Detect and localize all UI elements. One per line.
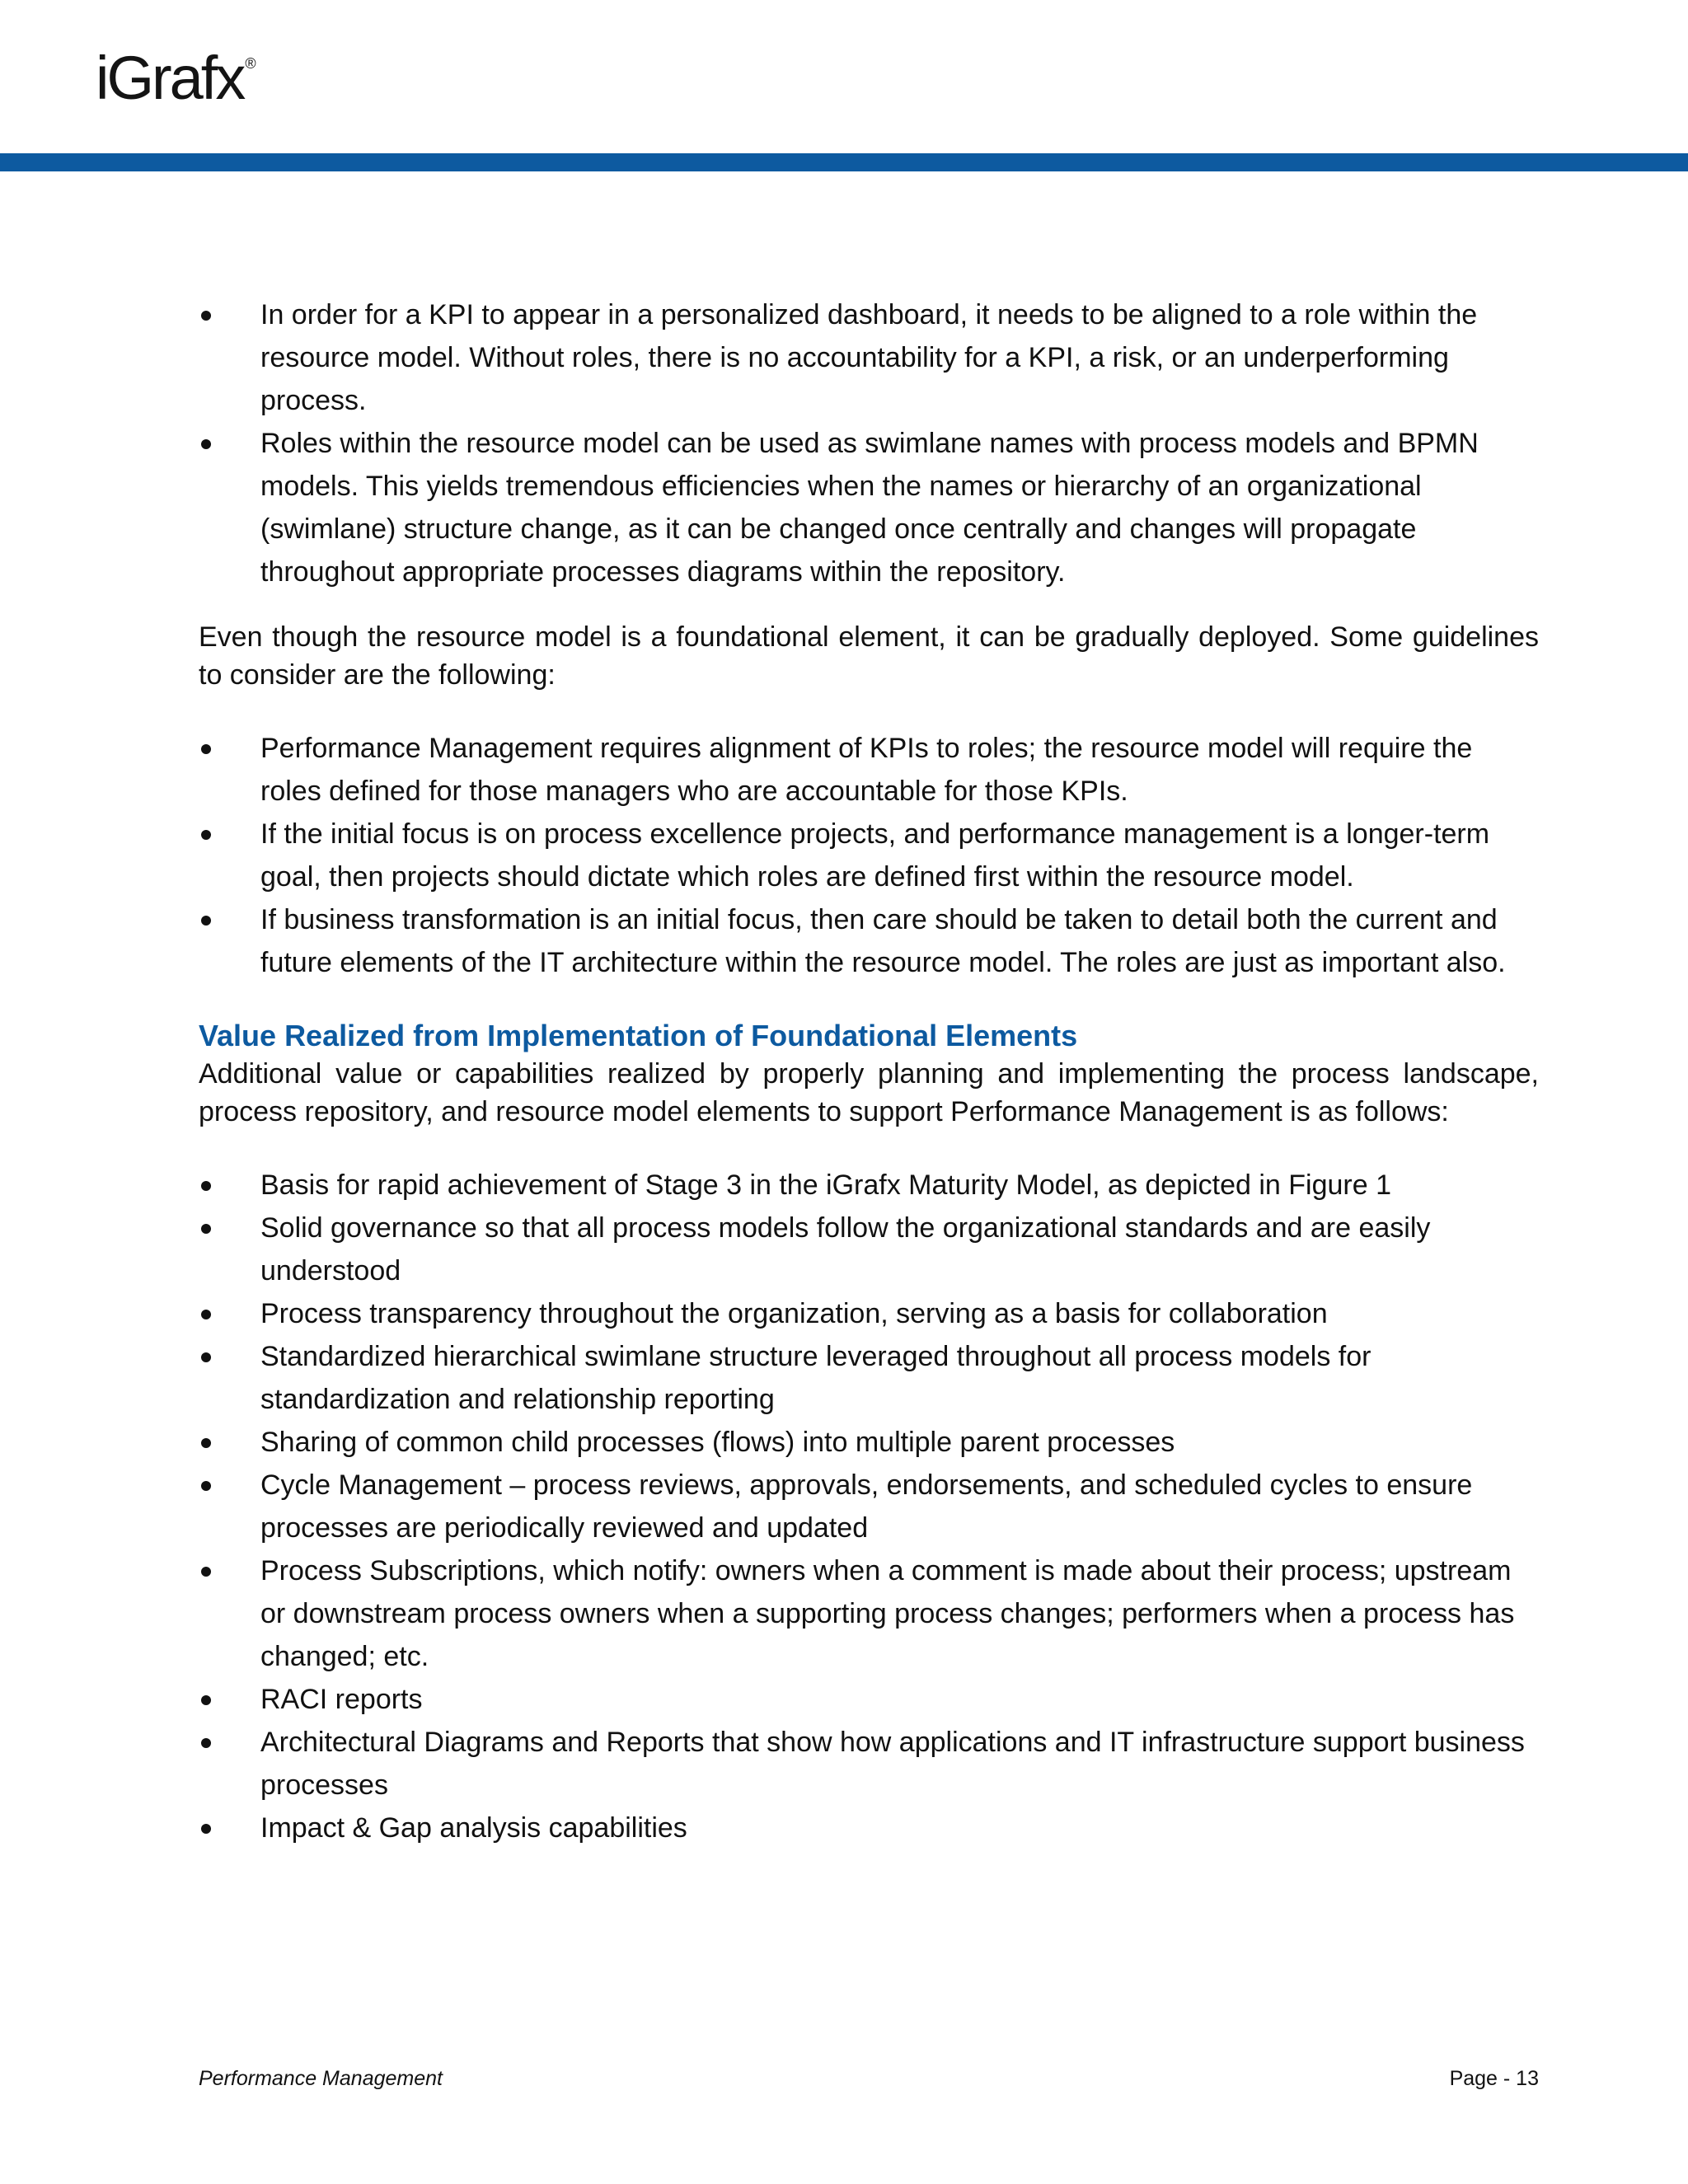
list-item: Roles within the resource model can be used as swimlane names with process models and BPMN models. This yields tremendous efficiencies when the names or hierarchy of an organizational (swimlane) structure change, as it can be changed once centrally and changes will propagate throughout appropriate processes diagrams within the repository. (199, 422, 1539, 593)
logo-registered-mark: ® (245, 55, 256, 72)
guidelines-paragraph: Even though the resource model is a foundational element, it can be gradually deployed. Some guidelines to consider are the following: (199, 621, 1539, 691)
list-item: Cycle Management – process reviews, approvals, endorsements, and scheduled cycles to ensure processes are periodically reviewed and updated (199, 1464, 1539, 1549)
list-item: Process transparency throughout the organization, serving as a basis for collaboration (199, 1292, 1539, 1335)
bullet-list-guidelines (199, 727, 1539, 984)
list-item: Basis for rapid achievement of Stage 3 in the iGrafx Maturity Model, as depicted in Figure 1 (199, 1164, 1539, 1207)
logo-text: iGrafx (96, 44, 244, 112)
footer-document-title: Performance Management (199, 2067, 443, 2090)
list-item: If business transformation is an initial focus, then care should be taken to detail both the current and future elements of the IT architecture within the resource model. The roles are just as important also. (199, 898, 1539, 984)
list-item: Process Subscriptions, which notify: owners when a comment is made about their process; upstream or downstream process owners when a supporting process changes; performers when a process has changed; etc. (199, 1549, 1539, 1678)
bullet-list-roles (199, 293, 1539, 593)
list-item: Performance Management requires alignment of KPIs to roles; the resource model will require the roles defined for those managers who are accountable for those KPIs. (199, 727, 1539, 813)
page-content (199, 293, 1539, 1849)
section-heading: Value Realized from Implementation of Foundational Elements (199, 1019, 1078, 1052)
list-item: In order for a KPI to appear in a personalized dashboard, it needs to be aligned to a role within the resource model. Without roles, there is no accountability for a KPI, a risk, or an underperforming process. (199, 293, 1539, 422)
page-footer (199, 2067, 1539, 2091)
list-item: Standardized hierarchical swimlane structure leveraged throughout all process models for standardization and relationship reporting (199, 1335, 1539, 1421)
list-item: Sharing of common child processes (flows) into multiple parent processes (199, 1421, 1539, 1464)
page-header (0, 0, 1688, 173)
list-item: RACI reports (199, 1678, 1539, 1721)
list-item: Solid governance so that all process models follow the organizational standards and are easily understood (199, 1207, 1539, 1292)
list-item: If the initial focus is on process excellence projects, and performance management is a longer-term goal, then projects should dictate which roles are defined first within the resource model. (199, 813, 1539, 898)
bullet-list-value (199, 1164, 1539, 1849)
value-paragraph: Additional value or capabilities realized by properly planning and implementing the process landscape, process repository, and resource model elements to support Performance Management is as follows: (199, 1058, 1539, 1127)
igrafx-logo (96, 44, 256, 112)
list-item: Architectural Diagrams and Reports that show how applications and IT infrastructure support business processes (199, 1721, 1539, 1807)
footer-page-number: Page - 13 (1449, 2067, 1539, 2090)
header-divider-bar (0, 153, 1688, 171)
list-item: Impact & Gap analysis capabilities (199, 1807, 1539, 1849)
